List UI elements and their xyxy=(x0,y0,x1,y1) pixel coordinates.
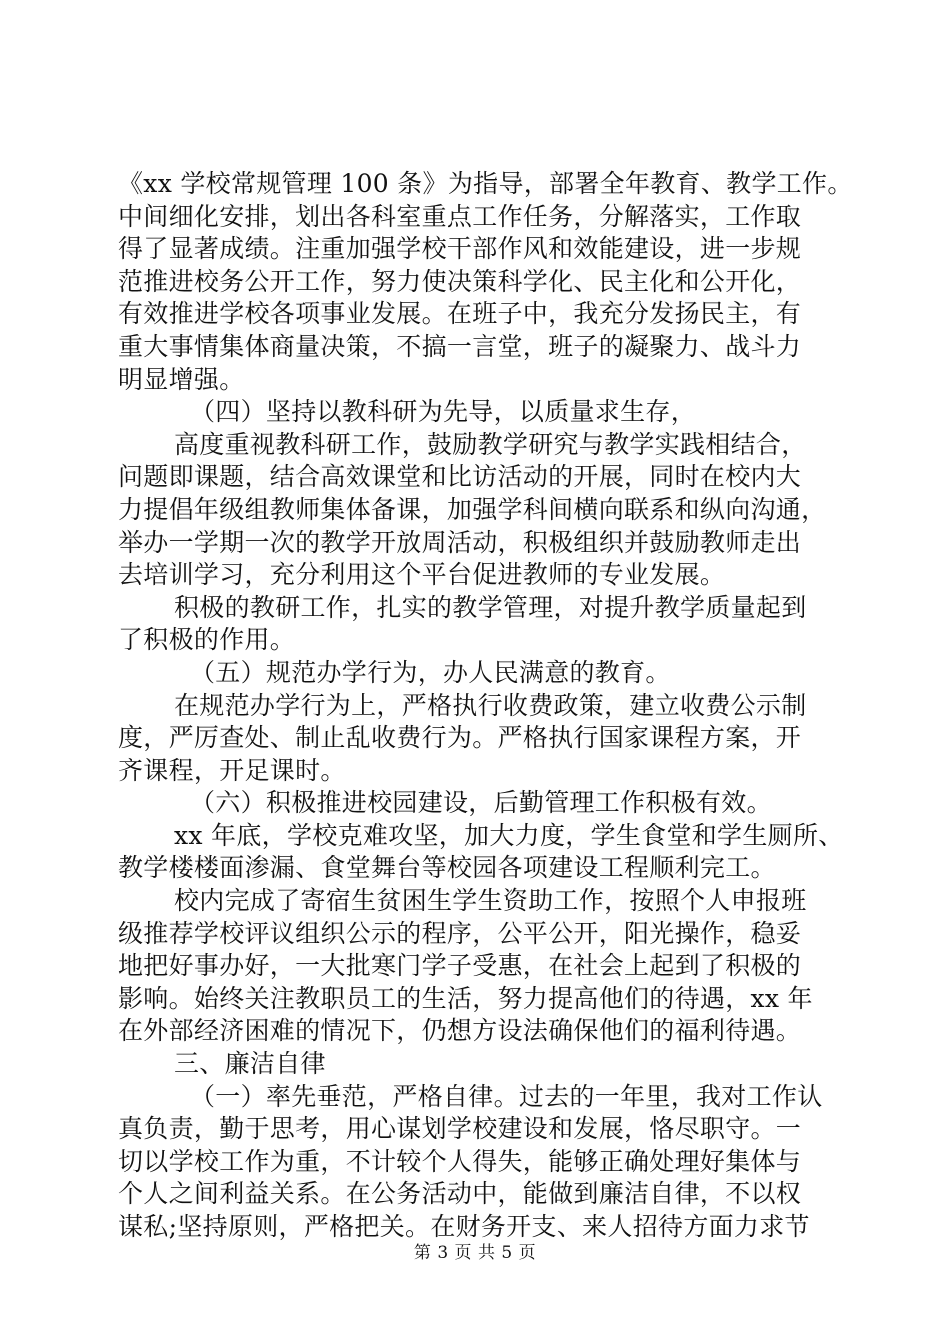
section-heading-3: 三、廉洁自律 xyxy=(174,1049,326,1079)
section-heading-5: （五）规范办学行为，办人民满意的教育。 xyxy=(190,657,671,687)
body-line: 地把好事办好，一大批寒门学子受惠，在社会上起到了积极的 xyxy=(118,951,802,981)
body-line: 度，严厉查处、制止乱收费行为。严格执行国家课程方案，开 xyxy=(118,723,802,753)
section-heading-6: （六）积极推进校园建设，后勤管理工作积极有效。 xyxy=(190,788,772,818)
document-body xyxy=(118,168,853,1244)
body-line: 有效推进学校各项事业发展。在班子中，我充分发扬民主，有 xyxy=(118,299,802,329)
body-line: 谋私;坚持原则，严格把关。在财务开支、来人招待方面力求节 xyxy=(118,1212,810,1241)
body-line: 在规范办学行为上，严格执行收费政策，建立收费公示制 xyxy=(174,690,807,720)
body-line: 个人之间利益关系。在公务活动中，能做到廉洁自律，不以权 xyxy=(118,1179,802,1209)
body-line: 力提倡年级组教师集体备课，加强学科间横向联系和纵向沟通， xyxy=(118,494,827,524)
body-line: 真负责，勤于思考，用心谋划学校建设和发展，恪尽职守。一 xyxy=(118,1114,802,1144)
body-line: 校内完成了寄宿生贫困生学生资助工作，按照个人申报班 xyxy=(174,886,807,916)
body-line: 切以学校工作为重，不计较个人得失，能够正确处理好集体与 xyxy=(118,1146,802,1176)
section-heading-4: （四）坚持以教科研为先导，以质量求生存， xyxy=(190,397,697,427)
page-number-footer: 第 3 页 共 5 页 xyxy=(413,1243,537,1263)
body-line: 《xx 学校常规管理 100 条》为指导，部署全年教育、教学工作。 xyxy=(118,169,853,198)
body-line: 高度重视教科研工作，鼓励教学研究与教学实践相结合， xyxy=(174,429,807,459)
body-line: 得了显著成绩。注重加强学校干部作风和效能建设，进一步规 xyxy=(118,234,802,264)
body-line: 了积极的作用。 xyxy=(118,625,296,655)
body-line: 积极的教研工作，扎实的教学管理，对提升教学质量起到 xyxy=(174,592,807,622)
body-line: 明显增强。 xyxy=(118,364,245,394)
subsection-heading-1: （一）率先垂范，严格自律。过去的一年里，我对工作认 xyxy=(190,1081,823,1111)
body-line: 问题即课题，结合高效课堂和比访活动的开展，同时在校内大 xyxy=(118,462,802,492)
body-line: 教学楼楼面渗漏、食堂舞台等校园各项建设工程顺利完工。 xyxy=(118,853,776,883)
body-line: 举办一学期一次的教学开放周活动，积极组织并鼓励教师走出 xyxy=(118,527,802,557)
body-line: 级推荐学校评议组织公示的程序，公平公开，阳光操作，稳妥 xyxy=(118,918,802,948)
body-line: 在外部经济困难的情况下，仍想方设法确保他们的福利待遇。 xyxy=(118,1016,802,1046)
body-line: 范推进校务公开工作，努力使决策科学化、民主化和公开化， xyxy=(118,266,802,296)
body-line: 去培训学习，充分利用这个平台促进教师的专业发展。 xyxy=(118,560,726,590)
body-line: 齐课程，开足课时。 xyxy=(118,755,346,785)
body-line: 影响。始终关注教职员工的生活，努力提高他们的待遇，xx 年 xyxy=(118,983,813,1013)
body-line: 重大事情集体商量决策，不搞一言堂，班子的凝聚力、战斗力 xyxy=(118,331,802,361)
body-line: xx 年底，学校克难攻坚，加大力度，学生食堂和学生厕所、 xyxy=(174,820,844,850)
body-line: 中间细化安排，划出各科室重点工作任务，分解落实，工作取 xyxy=(118,201,802,231)
